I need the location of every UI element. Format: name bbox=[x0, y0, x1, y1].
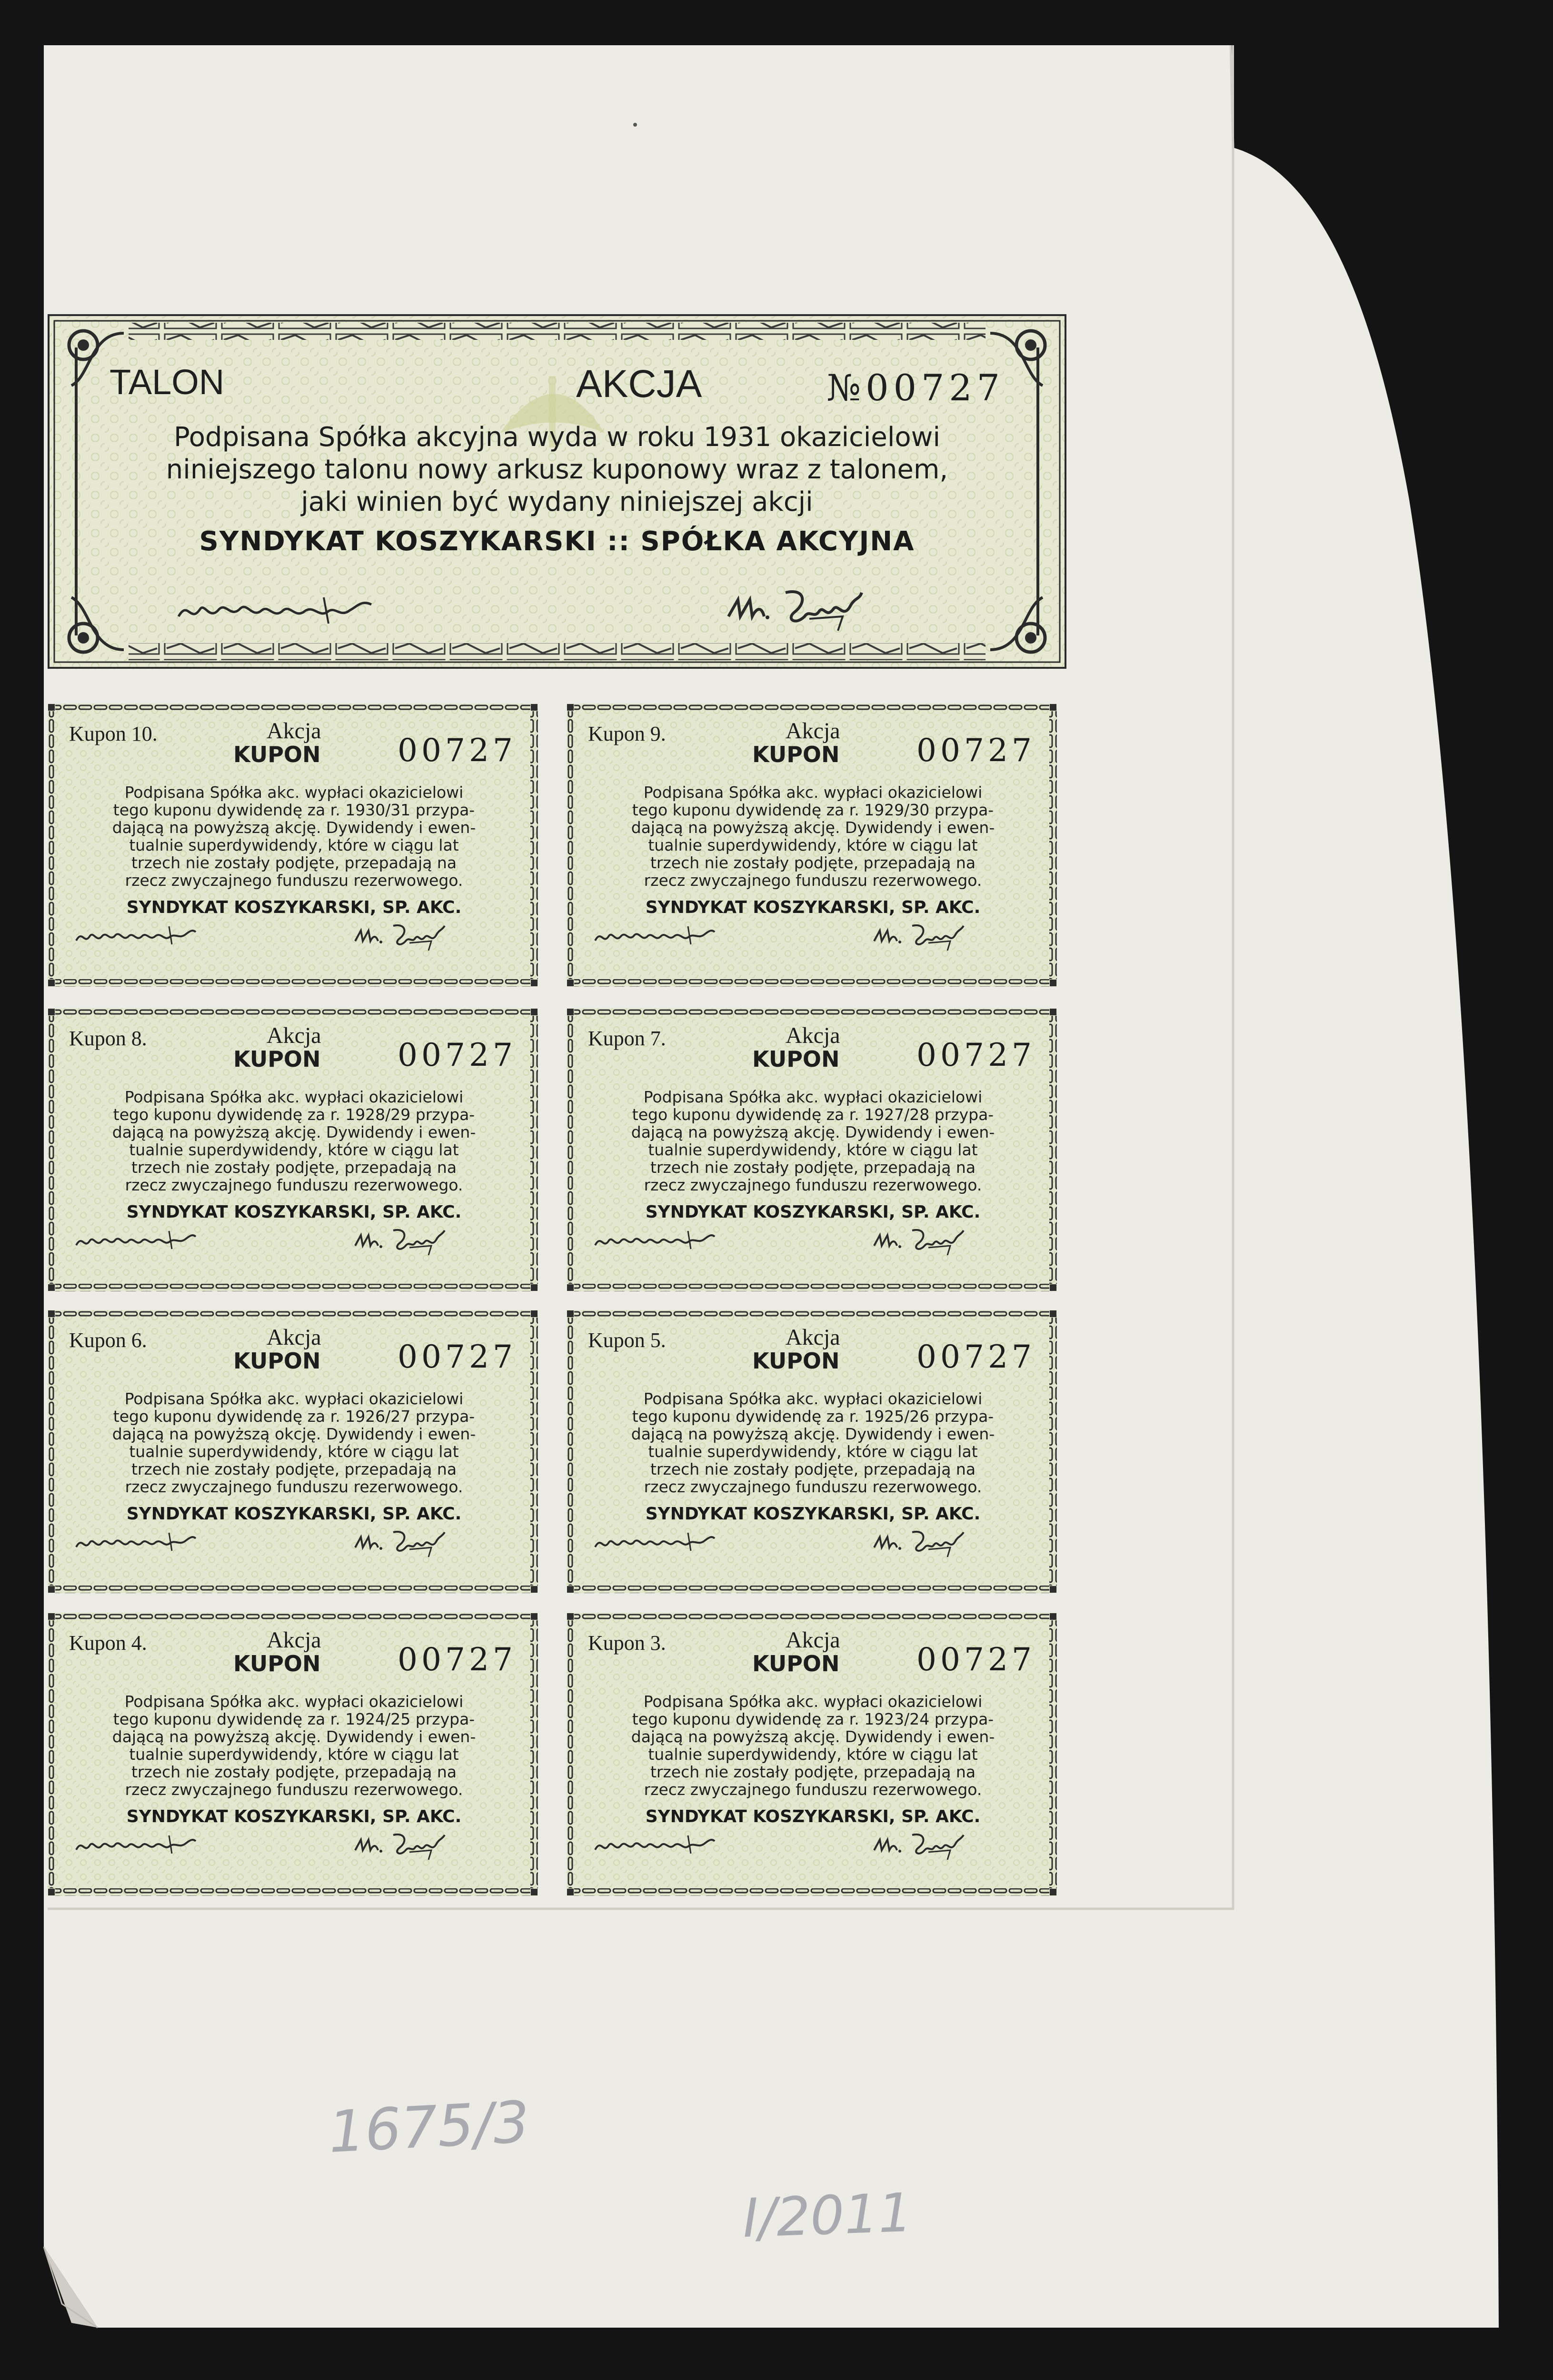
coupon-signature-right bbox=[871, 1225, 966, 1258]
coupon-text-line: tualnie superdywidendy, które w ciągu lat bbox=[129, 1745, 459, 1764]
coupon-text bbox=[588, 783, 1038, 889]
coupon-text-line: trzech nie zostały podjęte, przepadają na bbox=[131, 1460, 457, 1478]
coupon-signature-right bbox=[352, 920, 448, 953]
coupon-signature-left bbox=[593, 1832, 717, 1860]
talon-label: TALON bbox=[110, 362, 225, 402]
coupon-text-line: tego kuponu dywidendę za r. 1927/28 przypa- bbox=[632, 1105, 994, 1124]
signature-right bbox=[724, 583, 866, 635]
talon-panel bbox=[48, 314, 1066, 669]
coupon-akcja: Akcja bbox=[786, 1627, 840, 1653]
coupon-text-line: Podpisana Spółka akc. wypłaci okazicielowi bbox=[124, 1389, 464, 1408]
coupon-label: Kupon 4. bbox=[69, 1631, 147, 1655]
coupon-text-line: rzecz zwyczajnego funduszu rezerwowego. bbox=[125, 871, 463, 890]
coupon-akcja: Akcja bbox=[786, 1325, 840, 1350]
coupon-text-line: Podpisana Spółka akc. wypłaci okazicielowi bbox=[124, 783, 464, 802]
coupon-text-line: Podpisana Spółka akc. wypłaci okazicielowi bbox=[643, 783, 983, 802]
talon-akcja-title: AKCJA bbox=[576, 362, 702, 406]
coupon-5 bbox=[48, 1310, 538, 1593]
coupon-7 bbox=[48, 1613, 538, 1896]
coupon-text bbox=[588, 1693, 1038, 1798]
coupon-text-line: dającą na powyższą okcję. Dywidendy i ewen- bbox=[112, 1425, 476, 1443]
coupon-text-line: trzech nie zostały podjęte, przepadają na bbox=[131, 1158, 457, 1177]
coupon-signature-right bbox=[352, 1225, 448, 1258]
pencil-note-catalog: 1675/3 bbox=[327, 2089, 531, 2166]
coupon-text-line: dającą na powyższą akcję. Dywidendy i ewen- bbox=[112, 1727, 476, 1746]
coupon-text-line: tualnie superdywidendy, które w ciągu lat bbox=[129, 1442, 459, 1461]
coupon-share-number: 00727 bbox=[916, 1339, 1035, 1375]
coupon-label: Kupon 6. bbox=[69, 1329, 147, 1352]
coupon-text-line: dającą na powyższą akcję. Dywidendy i ewen- bbox=[631, 1425, 995, 1443]
coupon-text-line: tego kuponu dywidendę za r. 1926/27 przypa- bbox=[113, 1407, 475, 1426]
coupon-text-line: tego kuponu dywidendę za r. 1924/25 przypa- bbox=[113, 1710, 475, 1728]
coupon-text-line: tego kuponu dywidendę za r. 1929/30 przypa- bbox=[632, 801, 994, 819]
coupon-text-line: Podpisana Spółka akc. wypłaci okazicielowi bbox=[643, 1389, 983, 1408]
coupon-title: KUPON bbox=[233, 1348, 321, 1374]
coupon-text-line: trzech nie zostały podjęte, przepadają na bbox=[131, 853, 457, 872]
coupon-share-number: 00727 bbox=[916, 1037, 1035, 1073]
coupon-company-name: SYNDYKAT KOSZYKARSKI, SP. AKC. bbox=[126, 1807, 462, 1826]
coupon-text-line: trzech nie zostały podjęte, przepadają na bbox=[650, 1460, 976, 1478]
talon-share-number: №00727 bbox=[826, 367, 1005, 409]
coupon-text-line: dającą na powyższą akcję. Dywidendy i ewen- bbox=[631, 1727, 995, 1746]
coupon-share-number: 00727 bbox=[398, 1641, 517, 1678]
coupon-text-line: dającą na powyższą akcję. Dywidendy i ewen- bbox=[112, 818, 476, 837]
coupon-label: Kupon 3. bbox=[588, 1631, 666, 1655]
pencil-note-inventory: I/2011 bbox=[741, 2182, 913, 2250]
coupon-title: KUPON bbox=[233, 742, 321, 767]
coupon-text-line: tualnie superdywidendy, które w ciągu lat bbox=[129, 836, 459, 854]
coupon-title: KUPON bbox=[752, 742, 840, 767]
coupon-text bbox=[588, 1390, 1038, 1496]
coupon-2 bbox=[567, 704, 1057, 987]
coupon-signature-left bbox=[74, 1832, 198, 1860]
coupon-akcja: Akcja bbox=[267, 1325, 321, 1350]
coupon-text-line: Podpisana Spółka akc. wypłaci okazicielowi bbox=[124, 1088, 464, 1106]
coupon-text-line: tego kuponu dywidendę za r. 1930/31 przypa- bbox=[113, 801, 475, 819]
coupon-akcja: Akcja bbox=[267, 1627, 321, 1653]
coupon-signature-left bbox=[593, 1227, 717, 1256]
coupon-company-name: SYNDYKAT KOSZYKARSKI, SP. AKC. bbox=[645, 1202, 981, 1222]
coupon-text bbox=[588, 1088, 1038, 1194]
coupon-title: KUPON bbox=[233, 1651, 321, 1676]
coupon-company-name: SYNDYKAT KOSZYKARSKI, SP. AKC. bbox=[645, 1504, 981, 1524]
coupon-share-number: 00727 bbox=[398, 732, 517, 769]
coupon-company-name: SYNDYKAT KOSZYKARSKI, SP. AKC. bbox=[126, 1504, 462, 1524]
coupon-signature-right bbox=[871, 1527, 966, 1560]
coupon-label: Kupon 5. bbox=[588, 1329, 666, 1352]
coupon-label: Kupon 9. bbox=[588, 722, 666, 745]
coupon-share-number: 00727 bbox=[916, 732, 1035, 769]
coupon-text-line: tualnie superdywidendy, które w ciągu lat bbox=[648, 1140, 978, 1159]
coupon-company-name: SYNDYKAT KOSZYKARSKI, SP. AKC. bbox=[126, 1202, 462, 1222]
coupon-text-line: tualnie superdywidendy, które w ciągu lat bbox=[648, 1442, 978, 1461]
coupon-signature-left bbox=[74, 922, 198, 951]
coupon-text-line: tualnie superdywidendy, które w ciągu lat bbox=[648, 836, 978, 854]
coupon-text bbox=[69, 1088, 519, 1194]
coupon-text-line: dającą na powyższą akcję. Dywidendy i ewen- bbox=[631, 818, 995, 837]
ink-dot bbox=[633, 123, 637, 127]
coupon-text-line: tualnie superdywidendy, które w ciągu lat bbox=[648, 1745, 978, 1764]
coupon-text-line: tego kuponu dywidendę za r. 1928/29 przypa- bbox=[113, 1105, 475, 1124]
coupon-label: Kupon 7. bbox=[588, 1027, 666, 1050]
coupon-akcja: Akcja bbox=[786, 718, 840, 744]
coupon-1 bbox=[48, 704, 538, 987]
coupon-signature-left bbox=[593, 1529, 717, 1557]
coupon-signature-right bbox=[871, 920, 966, 953]
coupon-text-line: tego kuponu dywidendę za r. 1925/26 przypa- bbox=[632, 1407, 994, 1426]
coupon-text bbox=[69, 1693, 519, 1798]
talon-title-row bbox=[110, 362, 1005, 414]
coupon-text-line: trzech nie zostały podjęte, przepadają na bbox=[650, 853, 976, 872]
coupon-title: KUPON bbox=[752, 1651, 840, 1676]
coupon-text-line: rzecz zwyczajnego funduszu rezerwowego. bbox=[644, 1176, 982, 1194]
coupon-text-line: trzech nie zostały podjęte, przepadają na bbox=[650, 1763, 976, 1781]
coupon-6 bbox=[567, 1310, 1057, 1593]
coupon-text-line: rzecz zwyczajnego funduszu rezerwowego. bbox=[644, 1780, 982, 1799]
coupon-share-number: 00727 bbox=[398, 1339, 517, 1375]
coupon-signature-right bbox=[352, 1527, 448, 1560]
coupon-text-line: trzech nie zostały podjęte, przepadają na bbox=[131, 1763, 457, 1781]
coupon-akcja: Akcja bbox=[267, 1023, 321, 1048]
coupon-akcja: Akcja bbox=[786, 1023, 840, 1048]
coupon-text-line: dającą na powyższą akcję. Dywidendy i ewen- bbox=[112, 1123, 476, 1141]
talon-text bbox=[90, 421, 1024, 518]
coupon-signature-left bbox=[74, 1227, 198, 1256]
coupon-text-line: rzecz zwyczajnego funduszu rezerwowego. bbox=[125, 1478, 463, 1496]
coupon-company-name: SYNDYKAT KOSZYKARSKI, SP. AKC. bbox=[645, 1807, 981, 1826]
coupon-text-line: rzecz zwyczajnego funduszu rezerwowego. bbox=[644, 871, 982, 890]
coupon-text-line: Podpisana Spółka akc. wypłaci okazicielowi bbox=[124, 1692, 464, 1711]
coupon-share-number: 00727 bbox=[398, 1037, 517, 1073]
coupon-3 bbox=[48, 1008, 538, 1291]
coupon-signature-right bbox=[352, 1829, 448, 1863]
coupon-text-line: tualnie superdywidendy, które w ciągu lat bbox=[129, 1140, 459, 1159]
coupon-title: KUPON bbox=[752, 1046, 840, 1072]
coupon-title: KUPON bbox=[233, 1046, 321, 1072]
coupon-4 bbox=[567, 1008, 1057, 1291]
coupon-text-line: trzech nie zostały podjęte, przepadają na bbox=[650, 1158, 976, 1177]
coupon-akcja: Akcja bbox=[267, 718, 321, 744]
coupon-8 bbox=[567, 1613, 1057, 1896]
coupon-signature-right bbox=[871, 1829, 966, 1863]
coupon-text-line: Podpisana Spółka akc. wypłaci okazicielowi bbox=[643, 1088, 983, 1106]
coupon-text-line: rzecz zwyczajnego funduszu rezerwowego. bbox=[125, 1780, 463, 1799]
coupon-signature-left bbox=[74, 1529, 198, 1557]
coupon-text-line: dającą na powyższą akcję. Dywidendy i ewen- bbox=[631, 1123, 995, 1141]
coupon-text-line: Podpisana Spółka akc. wypłaci okazicielowi bbox=[643, 1692, 983, 1711]
coupon-label: Kupon 10. bbox=[69, 722, 158, 745]
coupon-text-line: tego kuponu dywidendę za r. 1923/24 przypa- bbox=[632, 1710, 994, 1728]
talon-text-line: jaki winien być wydany niniejszej akcji bbox=[301, 486, 813, 517]
talon-text-line: niniejszego talonu nowy arkusz kuponowy wraz z talonem, bbox=[166, 454, 948, 485]
coupon-company-name: SYNDYKAT KOSZYKARSKI, SP. AKC. bbox=[126, 898, 462, 917]
signature-left bbox=[176, 590, 376, 633]
coupon-label: Kupon 8. bbox=[69, 1027, 147, 1050]
talon-company-name: SYNDYKAT KOSZYKARSKI :: SPÓŁKA AKCYJNA bbox=[199, 526, 915, 557]
coupon-title: KUPON bbox=[752, 1348, 840, 1374]
coupon-signature-left bbox=[593, 922, 717, 951]
coupon-text-line: rzecz zwyczajnego funduszu rezerwowego. bbox=[125, 1176, 463, 1194]
talon-text-line: Podpisana Spółka akcyjna wyda w roku 1931 okazicielowi bbox=[174, 422, 940, 453]
coupon-text-line: rzecz zwyczajnego funduszu rezerwowego. bbox=[644, 1478, 982, 1496]
coupon-text bbox=[69, 783, 519, 889]
coupon-text bbox=[69, 1390, 519, 1496]
coupon-share-number: 00727 bbox=[916, 1641, 1035, 1678]
coupon-company-name: SYNDYKAT KOSZYKARSKI, SP. AKC. bbox=[645, 898, 981, 917]
